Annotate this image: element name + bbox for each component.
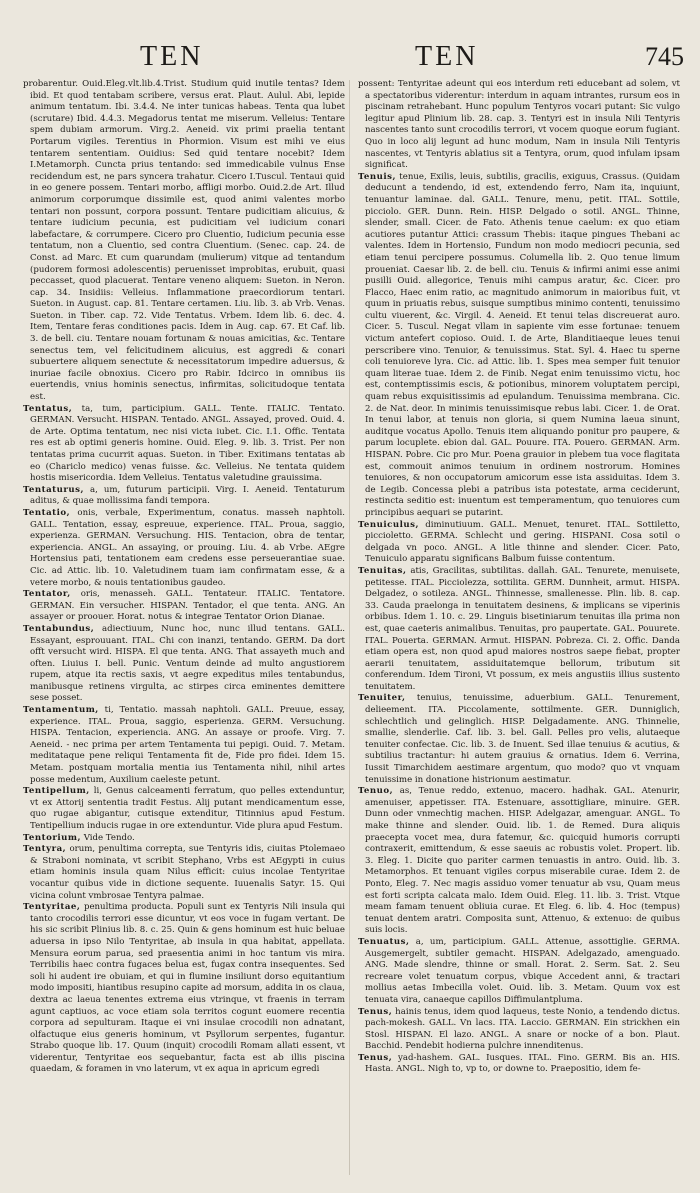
entry-text: ta, tum, participium. GALL. Tente. ITALIC. Tentato. GERMAN. Versucht. HISPAN. Tentado. ANGL. Assayed, proved. Ouid. 4. de Arte. Optima tentatum, nec nisi victa iubet. Cic. I.1. Offic. Tentata res est ab optimi generis homine. Ouid. Eleg. 9. lib. 3. Trist. Per non tentatas prima cucurrit aquas. Sueton. in Tiber. Exitimans tentatas ab eo (Chariclo medico) venas fuisse. &c. Velleius. Ne tentata quidem hostis misericordia. Idem Velleius. Tentatus valetudine grauissima.	[30, 403, 345, 484]
dictionary-entry	[23, 79, 345, 404]
dictionary-entry	[358, 79, 680, 172]
entry-text: penultima producta. Populi sunt ex Tentyris Nili insula qui tanto crocodilis terrori esse dicuntur, vt eos voce in fugam vertant. De his sic scribit Plinius lib. 8. c. 25. Quin & gens hominum est huic beluae aduersa in ipso Nilo Tentyritae, ab insula in qua habitat, appellata. Mensura eorum parua, sed praesentia animi in hoc tantum vis mira. Terribilis haec contra fugaces belua est, fugax contra insequentes. Sed soli hi audent ire obuiam, et qui in flumine insiliunt dorso equitantium modo impositi, hiantibus resupino capite ad morsum, addita in os claua, dextra ac laeua tenentes extrema eius vtrinque, vt fraenis in terram agunt captiuos, ac voce etiam sola territos cogunt euomere recentia corpora ad sepulturam. Itaque ei vni insulae crocodili non adnatant, olfactuque eius generis hominum, vt Psyllorum serpentes, fugantur. Strabo quoque lib. 17. Quum (inquit) crocodili Romam allati essent, vt viderentur, Tentyritae eos sequebantur, facta est ab illis piscina quaedam, & foramen in vno laterum, vt ex aqua in apricum egredi	[30, 902, 345, 1075]
headword: Tenuo,	[358, 786, 394, 797]
headword: Tentaturus,	[23, 484, 84, 495]
dictionary-entry	[358, 172, 680, 520]
running-head-right: TEN	[415, 41, 479, 72]
dictionary-entry	[358, 520, 680, 566]
headword: Tentipellum,	[23, 786, 90, 797]
entry-text: possent: Tentyritae adeunt qui eos interdum reti educebant ad solem, vt a spectatoribus viderentur: interdum in aquam intrantes, rursum eos in piscinam retrahebant. Hunc populum Tentyros vocari putant: Sic vulgo legitur apud Plinium lib. 28. cap. 3. Tentyri est in insula Nili Tentyris nascentes tanto sunt crocodilis terrori, vt vocem quoque eorum fugiant. Quo in loco alij legunt ad hunc modum, Nam in insula Nili Tentyris nascentes, vt Tentyris ablatius sit a Tentyra, orum, quod infulam ipsam significat.	[358, 79, 680, 171]
entry-text: yad-hashem. GAL. Iusques. ITAL. Fino. GERM. Bis an. HIS. Hasta. ANGL. Nigh to, vp to, or downe to. Praepositio, idem fe-	[365, 1052, 680, 1075]
dictionary-entry	[23, 786, 345, 832]
entry-text: oris, menasseh. GALL. Tentateur. ITALIC. Tentatore. GERMAN. Ein versucher. HISPAN. Tentador, el que tenta. ANG. An assayer or proouer. Horat. notus & integrae Tentator Orion Dianae.	[30, 589, 345, 623]
running-header	[0, 40, 700, 74]
headword: Tentabundus,	[23, 623, 95, 634]
entry-text: diminutiuum. GALL. Menuet, tenuret. ITAL. Sottiletto, piccioletto. GERMA. Schlecht und gering. HISPANI. Cosa sotil o delgada vn poco. ANGL. A litle thinne and slender. Cicer. Pato, Tenuiculo apparatu significans Balbum fuisse contentum.	[365, 519, 680, 565]
headword: Tentatio,	[23, 507, 71, 518]
dictionary-entry	[23, 624, 345, 705]
right-column	[358, 79, 680, 1179]
headword: Tentator,	[23, 589, 71, 600]
dictionary-entry	[23, 404, 345, 485]
dictionary-entry	[358, 786, 680, 937]
entry-text: atis, Gracilitas, subtilitas. dallah. GAL. Tenurete, menuisete, petitesse. ITAL. Picciolezza, sottilita. GERM. Dunnheit, armut. HISPA. Delgadez, o sotileza. ANGL. Thinnesse, smallenesse. Plin. lib. 8. cap. 33. Cauda praelonga in tenuitatem desinens, & implicans se viperinis orbibus. Idem 1. 10. c. 29. Linguis bisetiniarum tenuitas illa prima non est, quae caeteris animalibus. Tenuitas, pro paupertate. GAL. Pouurete. ITAL. Pouerta. GERMAN. Armut. HISPAN. Pobreza. Ci. 2. Offic. Danda etiam opera est, non quod apud maiores nostros saepe fiebat, propter aerarii tenuitatem, assiduitatemque bellorum, tributum sit conferendum. Idem Tironi, Vt possum, ex meis angustiis illius sustento tenuitatem.	[365, 565, 680, 692]
headword: Tentatus,	[23, 403, 73, 414]
entry-text: as, Tenue reddo, extenuo, macero. hadhak. GAL. Atenurir, amenuiser, appetisser. ITA. Estenuare, assottigliare, minuire. GER. Dunn oder vnmechtig machen. HISP. Adelgazar, amenguar. ANGL. To make thinne and slender. Ouid. lib. 1. de Remed. Dura aliquis praecepta vocet mea, dura fatemur, &c. quicquid humoris corrupti contraxerit, emittendum, & esse saeuis ac robustis volet. Propert. lib. 3. Eleg. 1. Dicite quo pariter carmen tenuastis in antro. Ouid. lib. 3. Metamorphos. Et tenuant vigiles corpus miserabile curae. Idem 2. de Ponto, Eleg. 7. Nec magis assiduo vomer tenuatur ab vsu, Quam meus est forti scripta calcata malo. Idem Ouid. Eleg. 11. lib. 3. Trist. Vtque meam famam tenuent obliuia curae. Et Eleg. 6. lib. 4. Hoc (tempus) tenuat dentem aratri. Composita sunt, Attenuo, & extenuo: de quibus suis locis.	[365, 786, 680, 936]
headword: Tentyritae,	[23, 902, 81, 913]
entry-text: Vide Tendo.	[83, 832, 135, 843]
headword: Tenus,	[358, 1006, 393, 1017]
entry-text: ti, Tentatio. massah naphtoli. GALL. Preuue, essay, experience. ITAL. Proua, saggio, esperienza. GERM. Versuchung. HISPA. Tentacion, experiencia. ANG. An assaye or proofe. Virg. 7. Aeneid. - nec prima per artem Tentamenta tui pepigi. Ouid. 7. Metam. meditataque pene reliqui Tentamenta fit de, Fide pro fidei. Idem 15. Metam. postquam mortalia mentia ius Tentamenta nihil, nihil artes posse medentum, Auxilium caeleste petunt.	[30, 705, 345, 785]
dictionary-entry	[23, 508, 345, 589]
dictionary-entry	[358, 1007, 680, 1053]
headword: Tenuatus,	[358, 936, 410, 947]
dictionary-entry	[23, 902, 345, 1076]
headword: Tentorium,	[23, 832, 81, 843]
entry-text: a, um, participium. GALL. Attenue, assottiglie. GERMA. Ausgemergelt, subtiler gemacht. HISPAN. Adelgazado, amenguado. ANG. Made slendre, thinne or small. Horat. 2. Serm. Sat. 2. Seu recreare volet tenuatum corpus, vbique Accedent anni, & tractari mollius aetas Imbecilla volet. Ouid. lib. 3. Metam. Quum vox est tenuata vira, canaeque capillos Diffimulantpluma.	[365, 936, 680, 1005]
dictionary-entry	[23, 705, 345, 786]
headword: Tenuiculus,	[358, 519, 419, 530]
column-divider	[349, 80, 350, 1175]
headword: Tenuis,	[358, 171, 396, 182]
running-head-left: TEN	[140, 41, 204, 72]
dictionary-entry	[358, 1053, 680, 1076]
dictionary-entry	[23, 589, 345, 624]
headword: Tenus,	[358, 1052, 393, 1063]
entry-text: tenuius, tenuissime, aduerbium. GALL. Tenurement, delieement. ITA. Piccolamente, sottilmente. GER. Dunniglich, schlechtlich und gelinglich. HISP. Delgadamente. ANG. Thinnelie, smallie, slenderlie. Caf. lib. 3. bel. Gall. Pelles pro velis, alutaeque tenuiter confectae. Cic. lib. 3. de Inuent. Sed illae tenuius & acutius, & subtilius tractantur: hi autem grauius & ornatius. Idem 6. Verrina, Iussit Timarchidem aestimare argentum, quo modo? quo vt vnquam tenuissime in donatione histrionum aestimatur.	[365, 693, 680, 785]
dictionary-entry	[358, 937, 680, 1007]
headword: Tentamentum,	[23, 705, 99, 716]
page-number: 745	[645, 42, 684, 71]
entry-text: hainis tenus, idem quod laqueus, teste Nonio, a tendendo dictus. pach-mokesh. GALL. Vn lacs. ITA. Laccio. GERMAN. Ein strickhen ein Stosl. HISPAN. El lazo. ANGL. A snare or nocke of a bon. Plaut. Bacchid. Pendebit hodierna pulchre innenditenus.	[365, 1006, 680, 1052]
entry-text: tenue, Exilis, leuis, subtilis, gracilis, exiguus, Crassus. (Quidam deducunt a tendendo, id est, extendendo ferro, Nam ita, inquiunt, tenuantur laminae. dal. GALL. Tenure, menu, petit. ITAL. Sottile, picciolo. GER. Dunn. Rein. HISP. Delgado o sotil. ANGL. Thinne, slender, small. Cicer. de Fato. Athenis tenue caelum: ex quo etiam acutiores putantur Attici: crassum Thebis: itaque pingues Thebani ac valentes. Idem in Hortensio, Fundum non modo mediocri pecunia, sed etiam tenui percipere possumus. Columella lib. 2. Quo tenue limum proueniat. Caesar lib. 2. de bell. ciu. Tenuis & infirmi animi esse animi pusilli Ouid. allegorice, Tenuis mihi campus aratur, &c. Cicer. pro Flacco, Haec enim ratio, ac magnitudo animorum in maioribus fuit, vt quum in priuatis rebus, suisque sumptibus minimo contenti, tenuissimo cultu viuerent, &c. Virgil. 4. Aeneid. Et tenui telas discreuerat auro. Cicer. 5. Tuscul. Negat vllam in sapiente vim esse fortunae: tenuem victum antefert copioso. Ouid. I. de Arte, Blanditiaeque leues tenui perscribere vino. Tenuior, & tenuissimus. Stat. Syl. 4. Haec tu sperne coli tenuioreve lyra. Cic. ad Attic. lib. 1. Spes mea semper fuit tenuior quam literae tuae. Idem 2. de Finib. Negat enim tenuissimo victu, hoc est, contemptissimis escis, & potionibus, minorem voluptatem percipi, quam rebus exquisitissimis ad epulandum. Tenuissima membrana. Cic. 2. de Nat. deor. In minimis tenuissimisque rebus labi. Cicer. 1. de Orat. In tenui labor, at tenuis non gloria, si quem Numina laeua sinunt, auditque vocatus Apollo. Tenuis item aliquando ponitur pro paupere, & parum locuplete. ebion dal. GAL. Pouure. ITA. Pouero. GERMAN. Arm. HISPAN. Pobre. Cic pro Mur. Poena grauior in plebem tua voce flagitata est, commouit animos tenuium in ordinem nostrorum. Homines tenuiores, & non occupatorum amicorum esse ista assiduitas. Idem 3. de Legib. Concessa plebi a patribus ista potestate, arma ceciderunt, restincta seditio est: inuentum est temperamentum, quo tenuiores cum principibus aequari se putarint.	[365, 171, 680, 518]
left-column	[23, 79, 345, 1179]
dictionary-entry	[358, 693, 680, 786]
headword: Tentyra,	[23, 844, 67, 855]
headword: Tenuitas,	[358, 565, 407, 576]
entry-text: onis, verbale, Experimentum, conatus. masseh naphtoli. GALL. Tentation, essay, espreuue, experience. ITAL. Proua, saggio, experienza. GERMAN. Versuchung. HIS. Tentacion, obra de tentar, experiencia. ANGL. An assaying, or prouing. Liu. 4. ab Vrbe. AEgre Hortensius pati, tentationem eam credens esse perseuerantiae suae. Cic. ad Attic. lib. 10. Valetudinem tuam iam confirmatam esse, & a vetere morbo, & nouis tentationibus gaudeo.	[30, 507, 345, 588]
entry-text: adiectiuum, Nunc hoc, nunc illud tentans. GALL. Essayant, esprouuant. ITAL. Chi con inanzi, tentando. GERM. Da dort offt versucht wird. HISPA. El que tenta. ANG. That assayeth much and often. Liuius I. bell. Punic. Ventum deinde ad multo angustiorem rupem, atque ita rectis saxis, vt aegre expeditus miles tentabundus, manibusque retinens virgulta, ac stirpes circa eminentes demittere sese posset.	[30, 623, 345, 704]
headword: Tenuiter,	[358, 693, 406, 704]
dictionary-entry	[23, 833, 345, 845]
dictionary-entry	[358, 566, 680, 694]
dictionary-entry	[23, 485, 345, 508]
entry-text: probarentur. Ouid.Eleg.vlt.lib.4.Trist. Studium quid inutile tentas? Idem ibid. Et quod tentabam scribere, versus erat. Plaut. Aulul. Abi, lepide animum tentatum. Ibi. 3.4.4. Ne inter tunicas habeas. Tenta qua lubet (scrutare) Ibid. 4.4.3. Megadorus tentat me miserum. Velleius: Tentare spem dubiam armorum. Virg.2. Aeneid. vix primi praelia tentant Portarum vigiles. Terentius in Phormion. Visum est mihi ve eius tentarem sententiam. Ouidius: Sed quid tentare nocebit? Idem I.Metamorph. Cuncta prius tentando: sed immedicabile vulnus Ense recidendum est, ne pars syncera trahatur. Cicero I.Tuscul. Tentaui quid in eo genere possem. Tentari morbo, affligi morbo. Ouid.2.de Art. Illud animorum corporumque dissimile est, quod animi valentes morbo tentari non possunt, corpora possunt. Tentare pudicitiam alicuius, & tentare iudicium pecunia, est pudicitiam vel iudicium conari labefactare, & corrumpere. Cicero pro Cluentio, Iudicium pecunia esse tentatum, non a Cluentio, sed contra Cluentium. (Senec. cap. 24. de Const. ad Marc. Et cum quarundam (mulierum) vitque ad tentandum (pudorem formosi adolescentis) peruenisset improbitas, erubuit, quasi peccasset, quod placuerat. Tentare veneno aliquem: Sueton. in Neron. cap. 34. Insidiis: Velleius. Inflammatione praecordiorum tentari. Sueton. in August. cap. 81. Tentare certamen. Liu. lib. 3. ab Vrb. Venas. Sueton. in Tiber. cap. 72. Vide Tentatus. Vrbem. Idem lib. 6. dec. 4. Item, Tentare feras conditiones pacis. Idem in Aug. cap. 67. Et Caf. lib. 3. de bell. ciu. Tentare nouam fortunam & nouas amicitias, &c. Tentare senectus tem, vel felicitudinem alicuius, est aggredi & conari subuertere aliquem senectute & necessitatorum impedire aduersus, & inuriae facile obnoxius. Cicero pro Rabir. Idcirco in omnibus iis euertendis, vnius hominis senectus, infirmitas, solicitudoque tentata est.	[23, 79, 345, 403]
entry-text: li, Genus calceamenti ferratum, quo pelles extenduntur, vt ex Attorij sententia tradit Festus. Alij putant mendicamentum esse, quo rugae abigantur, cutisque extenditur, Titinnius apud Festum. Tentipellium inducis rugae in ore extenduntur. Vide plura apud Festum.	[30, 786, 345, 831]
dictionary-entry	[23, 844, 345, 902]
entry-text: a, um, futurum participii. Virg. I. Aeneid. Tentaturum aditus, & quae mollissima fandi tempora.	[30, 484, 345, 507]
entry-text: orum, penultima correpta, sue Tentyris idis, ciuitas Ptolemaeo & Straboni nominata, vt scribit Stephano, Vrbs est AEgypti in cuius etiam hominis insula quam Nilus efficit: cuius incolae Tentyritae vocantur quibus vide in dictione sequente. Iuuenalis Satyr. 15. Qui vicina colunt vmbrosae Tentyra palmae.	[30, 844, 345, 901]
